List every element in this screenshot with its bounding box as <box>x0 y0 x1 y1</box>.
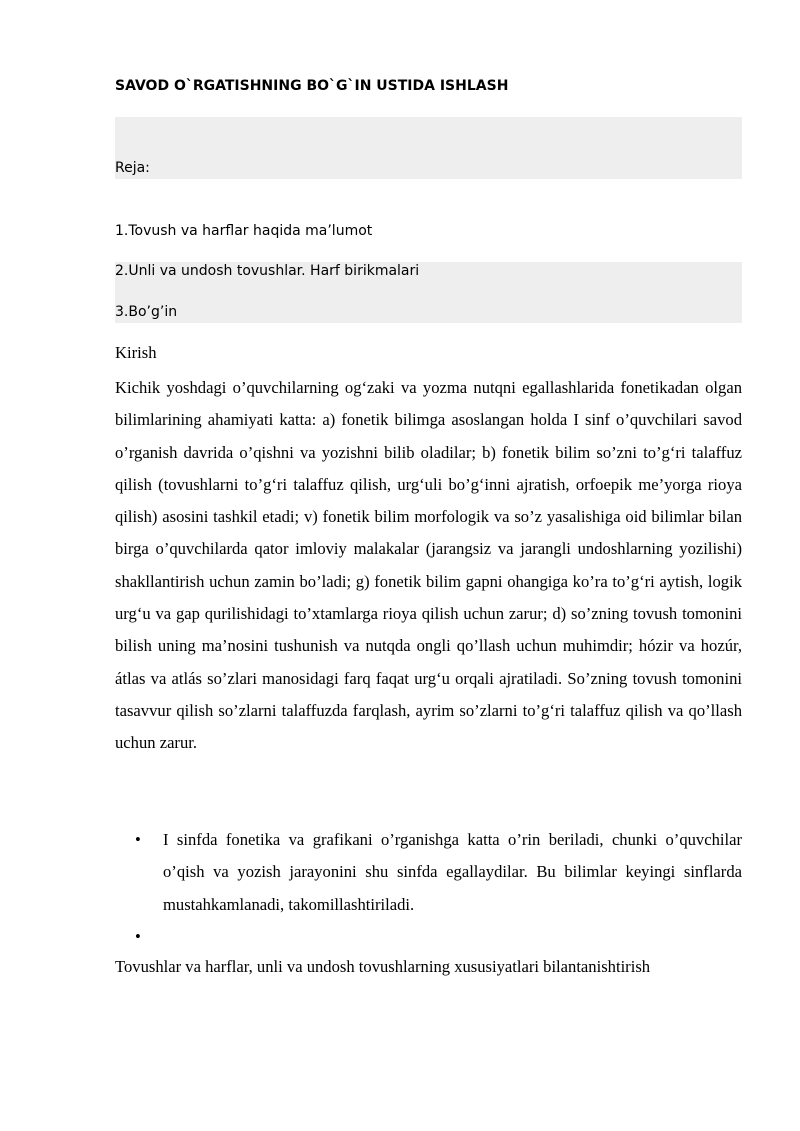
plan-item-2: 2.Unli va undosh tovushlar. Harf birikmalari <box>115 263 420 279</box>
closing-line: Tovushlar va harflar, unli va undosh tovushlarning xususiyatlari bilantanishtirish <box>115 957 651 976</box>
intro-paragraph: Kichik yoshdagi o’quvchilarning og‘zaki va yozma nutqni egallashlarida fonetikadan olgan bilimlarining ahamiyati katta: a) fonetik bilimga asoslangan holda I sinf o’quvchilari savod o’rganish davrida o’qishni va yozishni bilib oladilar; b) fonetik bilim so’zni to’g‘ri talaffuz qilish (tovushlarni to’g‘ri talaffuz qilish, urg‘uli bo’g‘inni ajratish, orfoepik me’yorga rioya qilish) asosini tashkil etadi; v) fonetik bilim morfologik va so’z yasalishiga oid bilimlar bilan birga o’quvchilarda qator imloviy malakalar (jarangsiz va jarangli undoshlarning yozilishi) shakllantirish uchun zamin bo’ladi; g) fonetik bilim gapni ohangiga ko’ra to’g‘ri aytish, logik urg‘u va gap qurilishidagi to’xtamlarga rioya qilish uchun zarur; d) so’zning tovush tomonini bilish uning ma’nosini tushunish va nutqda ongli qo’llash uchun muhimdir; hózir va hozúr, átlas va atlás so’zlari manosidagi farq faqat urg‘u orqali ajratiladi. So’zning tovush tomonini tasavvur qilish so’zlarni talaffuzda farqlash, ayrim so’zlarni to’g‘ri talaffuz qilish va qo’llash uchun zarur. <box>115 378 742 753</box>
document-title: SAVOD O`RGATISHNING BO`G`IN USTIDA ISHLASH <box>115 78 509 94</box>
bullet-text: I sinfda fonetika va grafikani o’rganishga katta o’rin beriladi, chunki o’quvchilar o’qish va yozish jarayonini shu sinfda egallaydilar. Bu bilimlar keyingi sinflarda mustahkamlanadi, takomillashtiriladi. <box>163 830 742 914</box>
bullet-list <box>115 824 742 953</box>
plan-label-shading <box>115 117 742 179</box>
plan-label: Reja: <box>115 160 150 176</box>
plan-item-3: 3.Bo’g’in <box>115 304 178 320</box>
list-item <box>115 921 742 953</box>
plan-item-1: 1.Tovush va harflar haqida ma’lumot <box>115 223 373 239</box>
bullet-icon: • <box>135 830 141 849</box>
bullet-icon: • <box>135 926 141 946</box>
list-item <box>115 824 742 921</box>
intro-heading: Kirish <box>115 343 157 362</box>
